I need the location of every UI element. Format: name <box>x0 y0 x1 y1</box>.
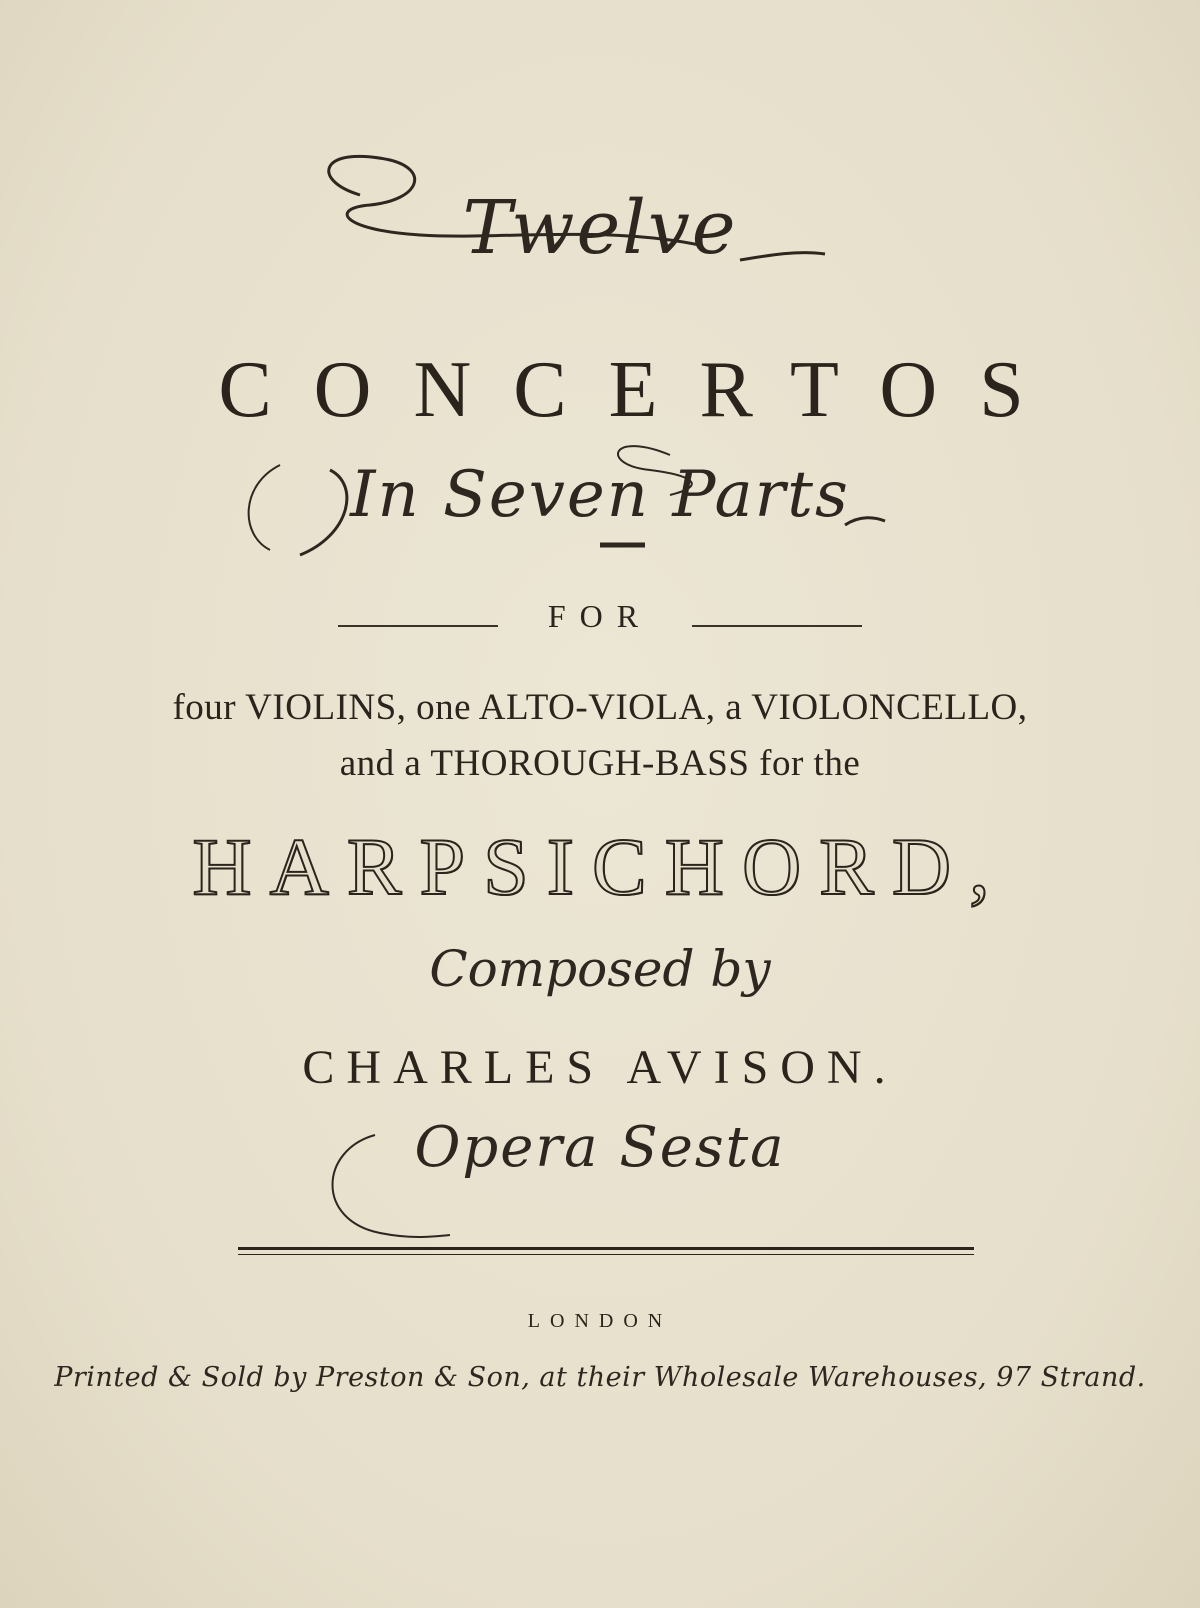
opus-line: Opera Sesta <box>414 1115 786 1180</box>
main-title: CONCERTOS <box>218 346 1066 434</box>
thorough-bass-line: and a THOROUGH-BASS for the <box>339 743 861 784</box>
imprint-city: LONDON <box>527 1310 673 1332</box>
for-rule-right <box>692 625 862 627</box>
bottom-rule-thick <box>238 1247 974 1250</box>
parts-line: In Seven Parts <box>350 458 850 532</box>
composed-by: Composed by <box>429 940 771 998</box>
for-label: FOR <box>547 598 653 634</box>
instruments-line: four VIOLINS, one ALTO-VIOLA, a VIOLONCELLO, <box>172 687 1028 728</box>
composer-name: CHARLES AVISON. <box>302 1041 898 1094</box>
number-line: Twelve <box>462 185 738 271</box>
keyboard-title: HARPSICHORD, <box>192 821 1008 912</box>
imprint-line: Printed & Sold by Preston & Son, at their Wholesale Warehouses, 97 Strand. <box>54 1362 1146 1393</box>
bottom-rule-thin <box>238 1254 974 1255</box>
